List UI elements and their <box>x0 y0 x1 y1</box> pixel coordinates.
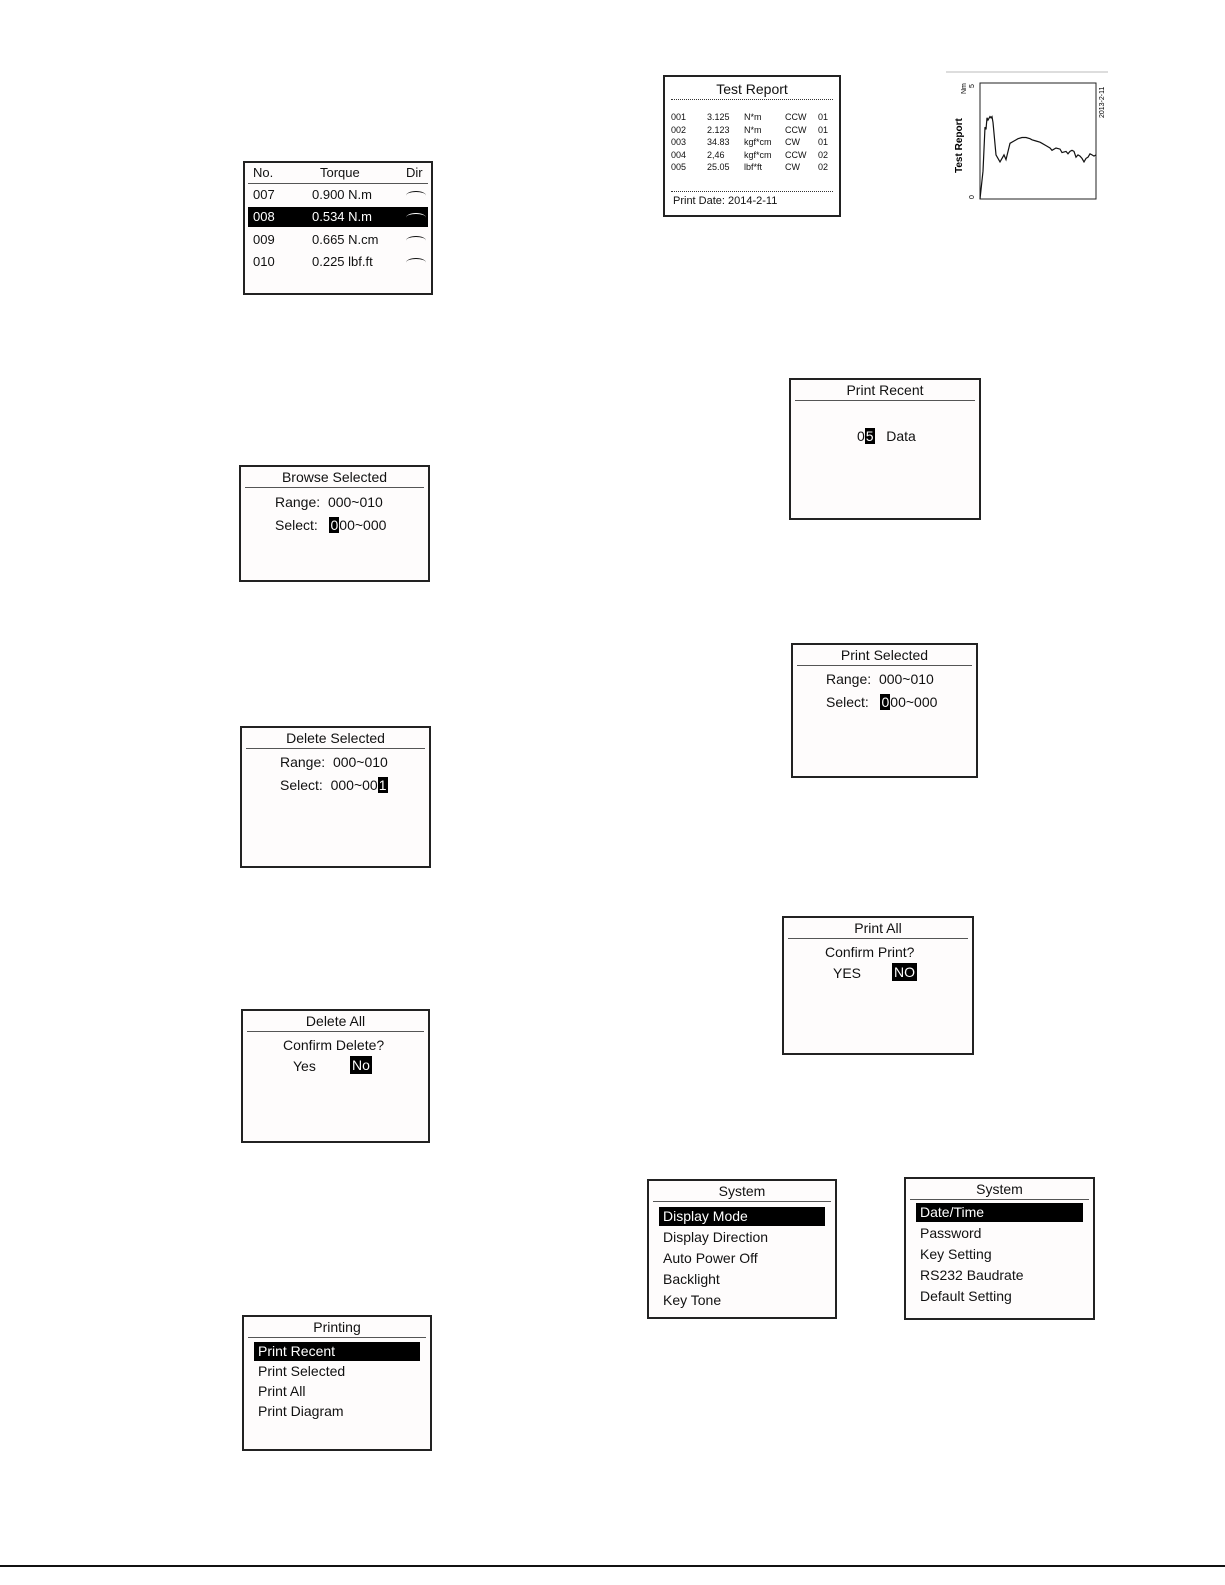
report-cell: 02 <box>818 149 829 160</box>
header-torque: Torque <box>320 165 360 180</box>
y-axis-label: Nm <box>961 83 968 94</box>
row-torque: 0.534 N.m <box>312 209 372 224</box>
delete-all-screen <box>241 1009 430 1143</box>
report-cell: 34.83 <box>707 137 730 147</box>
print-all-screen <box>782 916 974 1055</box>
report-cell: CW <box>785 162 800 172</box>
select-value: 00~000 <box>890 694 938 710</box>
yes-option[interactable]: Yes <box>293 1058 316 1074</box>
screen-title: Print Recent <box>795 380 975 401</box>
torque-series-line <box>980 117 1096 199</box>
select-label: Select: <box>275 517 318 533</box>
y-tick-min: 0 <box>969 195 976 199</box>
screen-title: Delete Selected <box>246 728 425 749</box>
menu-item[interactable]: RS232 Baudrate <box>920 1267 1024 1283</box>
screen-title: Printing <box>248 1317 426 1338</box>
print-recent-screen <box>789 378 981 520</box>
range-value: 000~010 <box>332 754 388 770</box>
history-header <box>248 163 428 184</box>
report-title: Test Report <box>716 81 788 97</box>
report-row <box>665 136 839 148</box>
chart-svg <box>944 68 1112 204</box>
test-report-chart <box>944 68 1112 204</box>
screen-title: Print All <box>788 918 968 939</box>
menu-item[interactable]: Auto Power Off <box>663 1250 758 1266</box>
screen-title: Print Selected <box>797 645 972 666</box>
range-row <box>826 671 934 687</box>
select-cursor[interactable]: 1 <box>378 777 387 793</box>
menu-item[interactable]: Key Tone <box>663 1292 722 1308</box>
row-torque: 0.225 lbf.ft <box>312 254 373 269</box>
confirm-prompt: Confirm Print? <box>825 944 915 960</box>
select-row[interactable] <box>275 517 386 533</box>
select-cursor[interactable]: 0 <box>881 694 890 710</box>
report-cell: 001 <box>671 112 687 122</box>
report-cell: 25.05 <box>707 162 730 172</box>
report-cell: 2.123 <box>707 124 730 135</box>
menu-item[interactable]: Password <box>920 1225 982 1241</box>
report-cell: lbf*ft <box>744 162 763 172</box>
report-cell: 002 <box>671 124 687 135</box>
page-bottom-rule <box>0 1565 1225 1567</box>
system-screen-2 <box>904 1177 1095 1320</box>
report-cell: 004 <box>671 149 687 160</box>
select-value: 00~000 <box>339 517 387 533</box>
menu-item[interactable]: Display Mode <box>659 1207 825 1226</box>
report-cell: CW <box>785 137 800 147</box>
table-row-selected[interactable] <box>248 207 428 227</box>
dotted-divider <box>671 191 833 192</box>
menu-item[interactable]: Display Direction <box>663 1229 769 1245</box>
report-row <box>665 149 839 161</box>
chart-date: 2013-2-11 <box>1099 86 1106 118</box>
range-label: Range: <box>280 754 326 770</box>
menu-item[interactable]: Key Setting <box>920 1246 992 1262</box>
dotted-divider <box>671 99 833 100</box>
report-cell: CCW <box>785 112 807 122</box>
row-torque: 0.900 N.m <box>312 187 372 202</box>
select-value: 000~00 <box>330 777 378 793</box>
report-cell: 005 <box>671 162 687 172</box>
print-selected-screen <box>791 643 978 778</box>
table-row[interactable] <box>248 252 428 272</box>
report-cell: CCW <box>785 149 807 160</box>
report-cell: 2,46 <box>707 149 725 160</box>
report-row <box>665 124 839 136</box>
report-cell: 02 <box>818 162 829 172</box>
row-no: 009 <box>253 232 275 247</box>
chart-title: Test Report <box>954 118 965 173</box>
table-row[interactable] <box>248 185 428 205</box>
history-screen <box>243 161 433 295</box>
count-cursor[interactable]: 5 <box>865 428 874 444</box>
row-no: 008 <box>253 209 275 224</box>
browse-selected-screen <box>239 465 430 582</box>
screen-title: System <box>910 1179 1089 1200</box>
screen-title: Browse Selected <box>245 467 424 488</box>
row-no: 007 <box>253 187 275 202</box>
report-cell: 3.125 <box>707 112 730 122</box>
range-row <box>275 494 383 510</box>
table-row[interactable] <box>248 230 428 250</box>
menu-item[interactable]: Print Diagram <box>258 1403 344 1419</box>
report-cell: 003 <box>671 137 687 147</box>
yes-option[interactable]: YES <box>833 965 862 981</box>
confirm-prompt: Confirm Delete? <box>283 1037 385 1053</box>
range-label: Range: <box>826 671 872 687</box>
system-screen-1 <box>647 1179 837 1319</box>
print-date: Print Date: 2014-2-11 <box>673 195 778 207</box>
ccw-arc-icon <box>406 258 426 267</box>
report-row <box>665 161 839 173</box>
range-value: 000~010 <box>878 671 934 687</box>
select-label: Select: <box>280 777 323 793</box>
menu-item[interactable]: Print Selected <box>258 1363 346 1379</box>
count-digit: 0 <box>857 428 865 444</box>
report-cell: N*m <box>744 112 762 122</box>
report-cell: N*m <box>744 124 762 135</box>
report-cell: kgf*cm <box>744 137 772 147</box>
select-row[interactable] <box>280 777 388 793</box>
report-cell: 01 <box>818 137 829 147</box>
report-cell: 01 <box>818 124 829 135</box>
range-label: Range: <box>275 494 321 510</box>
range-value: 000~010 <box>327 494 383 510</box>
menu-item[interactable]: Print All <box>258 1383 306 1399</box>
ccw-arc-icon <box>406 191 426 200</box>
menu-item[interactable]: Backlight <box>663 1271 720 1287</box>
report-cell: 01 <box>818 112 829 122</box>
report-cell: CCW <box>785 124 807 135</box>
select-cursor[interactable]: 0 <box>330 517 339 533</box>
range-row <box>280 754 388 770</box>
menu-item[interactable]: Date/Time <box>916 1203 1083 1222</box>
report-cell: kgf*cm <box>744 149 772 160</box>
row-no: 010 <box>253 254 275 269</box>
delete-selected-screen <box>240 726 431 868</box>
header-dir: Dir <box>406 165 423 180</box>
ccw-arc-icon <box>406 236 426 245</box>
screen-title: System <box>653 1181 831 1202</box>
no-option[interactable]: No <box>352 1057 370 1073</box>
select-row[interactable] <box>826 694 937 710</box>
count-suffix: Data <box>886 428 916 444</box>
test-report <box>663 75 841 217</box>
recent-count-row[interactable] <box>857 428 916 444</box>
y-tick-max: 5 <box>969 84 976 88</box>
select-label: Select: <box>826 694 869 710</box>
series-group <box>980 117 1096 199</box>
report-row <box>665 111 839 123</box>
no-option[interactable]: NO <box>894 964 915 980</box>
header-no: No. <box>253 165 274 180</box>
ccw-arc-icon <box>406 213 426 222</box>
printing-screen <box>242 1315 432 1451</box>
row-torque: 0.665 N.cm <box>312 232 379 247</box>
screen-title: Delete All <box>247 1011 424 1032</box>
menu-item[interactable]: Default Setting <box>920 1288 1012 1304</box>
menu-item[interactable]: Print Recent <box>254 1342 420 1361</box>
